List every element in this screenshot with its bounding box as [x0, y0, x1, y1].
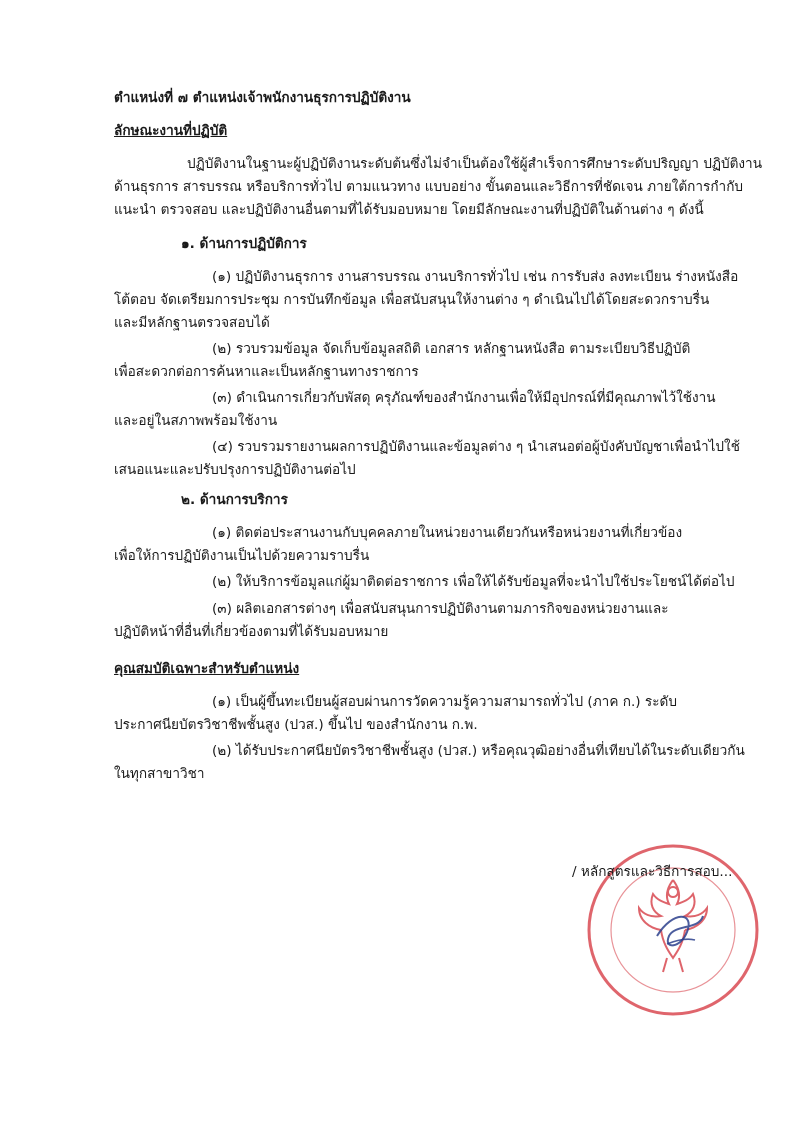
s2-item1-line2: เพื่อให้การปฏิบัติงานเป็นไปด้วยความราบรื่น	[114, 548, 370, 564]
s1-item3-line1: (๓) ดำเนินการเกี่ยวกับพัสดุ ครุภัณฑ์ของสำนักงานเพื่อให้มีอุปกรณ์ที่มีคุณภาพไว้ใช้งาน	[212, 390, 716, 406]
s1-item4-line2: เสนอแนะและปรับปรุงการปฏิบัติงานต่อไป	[114, 462, 356, 478]
q-item1-line2: ประกาศนียบัตรวิชาชีพชั้นสูง (ปวส.) ขึ้นไป ของสำนักงาน ก.พ.	[114, 717, 478, 733]
q-item2-line2: ในทุกสาขาวิชา	[114, 766, 205, 782]
section1-heading: ๑. ด้านการปฏิบัติการ	[181, 236, 307, 252]
s1-item1-line2: โต้ตอบ จัดเตรียมการประชุม การบันทึกข้อมูล เพื่อสนับสนุนให้งานต่าง ๆ ดำเนินไปได้โดยสะดวกราบรื่น	[114, 292, 710, 308]
s1-item4-line1: (๔) รวบรวมรายงานผลการปฏิบัติงานและข้อมูลต่าง ๆ นำเสนอต่อผู้บังคับบัญชาเพื่อนำไปใช้	[212, 439, 740, 455]
s2-item3-line1: (๓) ผลิตเอกสารต่างๆ เพื่อสนับสนุนการปฏิบัติงานตามภารกิจของหน่วยงานและ	[212, 601, 669, 617]
intro-line-1: ปฏิบัติงานในฐานะผู้ปฏิบัติงานระดับต้นซึ่งไม่จำเป็นต้องใช้ผู้สำเร็จการศึกษาระดับปริญญา ปฏิบัติงาน	[187, 156, 762, 172]
next-page-note: / หลักสูตรและวิธีการสอบ...	[572, 864, 733, 880]
intro-line-2: ด้านธุรการ สารบรรณ หรือบริการทั่วไป ตามแนวทาง แบบอย่าง ขั้นตอนและวิธีการที่ชัดเจน ภายใต้การกำกับ	[114, 179, 744, 195]
s1-item1-line1: (๑) ปฏิบัติงานธุรการ งานสารบรรณ งานบริการทั่วไป เช่น การรับส่ง ลงทะเบียน ร่างหนังสือ	[212, 269, 739, 285]
section2-heading: ๒. ด้านการบริการ	[181, 492, 288, 508]
s2-item3-line2: ปฏิบัติหน้าที่อื่นที่เกี่ยวข้องตามที่ได้รับมอบหมาย	[114, 624, 389, 640]
s1-item2-line2: เพื่อสะดวกต่อการค้นหาและเป็นหลักฐานทางราชการ	[114, 364, 419, 380]
job-nature-heading: ลักษณะงานที่ปฏิบัติ	[114, 123, 228, 139]
s2-item1-line1: (๑) ติดต่อประสานงานกับบุคคลภายในหน่วยงานเดียวกันหรือหน่วยงานที่เกี่ยวข้อง	[212, 525, 683, 541]
q-item1-line1: (๑) เป็นผู้ขึ้นทะเบียนผู้สอบผ่านการวัดความรู้ความสามารถทั่วไป (ภาค ก.) ระดับ	[212, 694, 677, 710]
qualifications-heading: คุณสมบัติเฉพาะสำหรับตำแหน่ง	[114, 661, 300, 677]
s2-item2-line1: (๒) ให้บริการข้อมูลแก่ผู้มาติดต่อราชการ เพื่อให้ได้รับข้อมูลที่จะนำไปใช้ประโยชน์ได้ต่อไป	[212, 574, 735, 590]
s1-item3-line2: และอยู่ในสภาพพร้อมใช้งาน	[114, 413, 278, 429]
intro-line-3: แนะนำ ตรวจสอบ และปฏิบัติงานอื่นตามที่ได้รับมอบหมาย โดยมีลักษณะงานที่ปฏิบัติในด้านต่าง ๆ ดังนี้	[114, 202, 704, 218]
s1-item1-line3: และมีหลักฐานตรวจสอบได้	[114, 315, 270, 331]
position-title: ตำแหน่งที่ ๗ ตำแหน่งเจ้าพนักงานธุรการปฏิบัติงาน	[114, 90, 411, 106]
s1-item2-line1: (๒) รวบรวมข้อมูล จัดเก็บข้อมูลสถิติ เอกสาร หลักฐานหนังสือ ตามระเบียบวิธีปฏิบัติ	[212, 341, 691, 357]
q-item2-line1: (๒) ได้รับประกาศนียบัตรวิชาชีพชั้นสูง (ปวส.) หรือคุณวุฒิอย่างอื่นที่เทียบได้ในระดับเดียวกัน	[212, 743, 745, 759]
